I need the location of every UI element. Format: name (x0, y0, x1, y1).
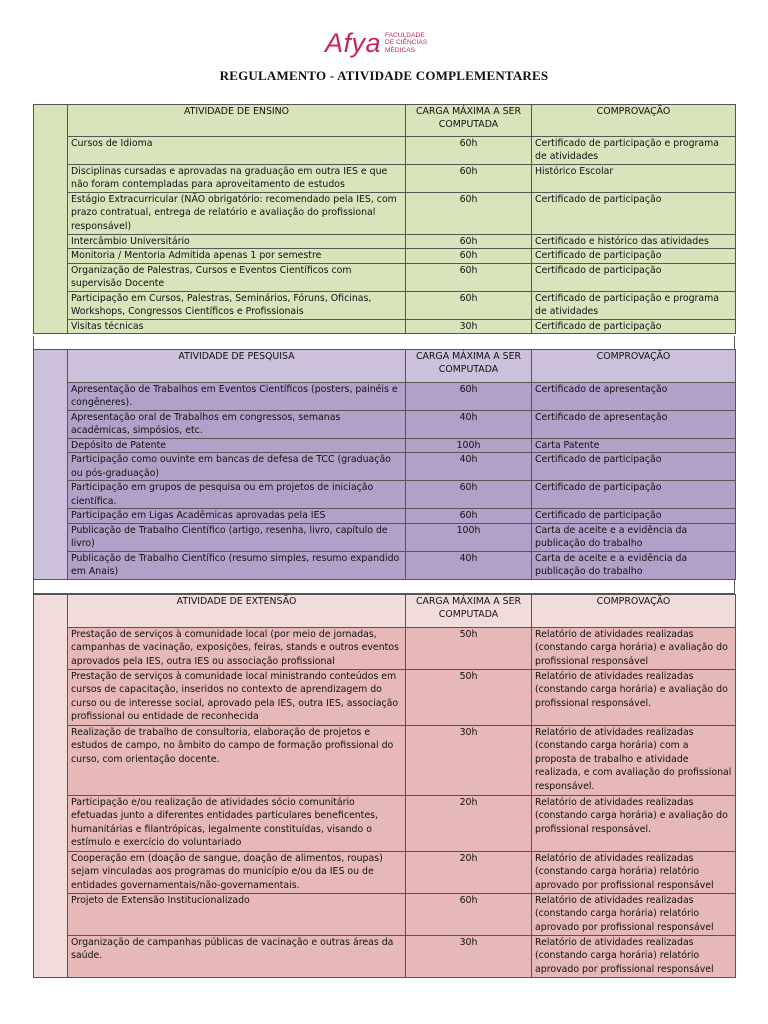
cell-comprovacao: Certificado de participação (532, 509, 736, 523)
cell-atividade: Apresentação de Trabalhos em Eventos Científicos (posters, painéis e congêneres). (68, 383, 406, 411)
table-row (34, 165, 736, 193)
table-row (34, 852, 736, 894)
table-eixo-ensino (33, 104, 736, 334)
cell-carga: 60h (406, 263, 532, 291)
cell-atividade: Prestação de serviços à comunidade local ministrando conteúdos em cursos de capacitação, inseridos no contexto de aprendizagem do curso ou de interesse social, aprovado pela IES, outra IES, associação profissional ou entidade de reconhecida (68, 670, 406, 726)
column-header-carga: CARGA MÁXIMA A SER COMPUTADA (406, 595, 532, 628)
cell-comprovacao: Certificado de participação (532, 249, 736, 263)
cell-carga: 60h (406, 249, 532, 263)
afya-logo (325, 26, 427, 60)
table-row (34, 249, 736, 263)
cell-carga: 50h (406, 628, 532, 670)
cell-carga: 40h (406, 453, 532, 481)
cell-carga: 100h (406, 523, 532, 551)
column-header-comprovacao: COMPROVAÇÃO (532, 105, 736, 137)
cell-atividade: Participação e/ou realização de atividades sócio comunitário efetuadas junto a diferentes entidades particulares beneficentes, humanitárias e filantrópicas, legalmente constituídas, visando o estímulo e exercício do voluntariado (68, 796, 406, 852)
cell-comprovacao: Certificado de participação (532, 453, 736, 481)
column-header-carga: CARGA MÁXIMA A SER COMPUTADA (406, 105, 532, 137)
table-row (34, 726, 736, 796)
cell-atividade: Monitoria / Mentoria Admitida apenas 1 por semestre (68, 249, 406, 263)
cell-atividade: Publicação de Trabalho Científico (artigo, resenha, livro, capítulo de livro) (68, 523, 406, 551)
table-row (34, 551, 736, 579)
logo-wordmark: Afya (325, 27, 382, 58)
table-row (34, 453, 736, 481)
cell-comprovacao: Carta Patente (532, 439, 736, 453)
cell-atividade: Cursos de Idioma (68, 137, 406, 165)
cell-comprovacao: Certificado de participação e programa de atividades (532, 137, 736, 165)
table-row (34, 628, 736, 670)
cell-comprovacao: Certificado de apresentação (532, 383, 736, 411)
table-row (34, 481, 736, 509)
cell-carga: 100h (406, 439, 532, 453)
table-row (34, 291, 736, 319)
cell-carga: 60h (406, 137, 532, 165)
cell-comprovacao: Relatório de atividades realizadas (constando carga horária) e avaliação do profissional responsável (532, 628, 736, 670)
table-row (34, 509, 736, 523)
cell-comprovacao: Relatório de atividades realizadas (constando carga horária) e avaliação do profissional responsável. (532, 670, 736, 726)
cell-atividade: Organização de Palestras, Cursos e Eventos Científicos com supervisão Docente (68, 263, 406, 291)
cell-comprovacao: Carta de aceite e a evidência da publicação do trabalho (532, 551, 736, 579)
cell-atividade: Participação como ouvinte em bancas de defesa de TCC (graduação ou pós-graduação) (68, 453, 406, 481)
table-row (34, 193, 736, 235)
table-row (34, 894, 736, 936)
cell-atividade: Projeto de Extensão Institucionalizado (68, 894, 406, 936)
cell-atividade: Publicação de Trabalho Científico (resumo simples, resumo expandido em Anais) (68, 551, 406, 579)
cell-carga: 60h (406, 509, 532, 523)
cell-atividade: Visitas técnicas (68, 319, 406, 333)
cell-comprovacao: Histórico Escolar (532, 165, 736, 193)
table-row (34, 670, 736, 726)
column-header-carga: CARGA MÁXIMA A SER COMPUTADA (406, 350, 532, 383)
table-row (34, 137, 736, 165)
axis-label-cell (34, 105, 68, 334)
section-separator (33, 336, 735, 350)
cell-carga: 60h (406, 291, 532, 319)
cell-comprovacao: Relatório de atividades realizadas (constando carga horária) relatório aprovado por profissional responsável (532, 894, 736, 936)
cell-carga: 60h (406, 193, 532, 235)
cell-carga: 20h (406, 852, 532, 894)
table-row (34, 936, 736, 978)
cell-comprovacao: Certificado de participação (532, 263, 736, 291)
cell-atividade: Depósito de Patente (68, 439, 406, 453)
cell-atividade: Participação em Cursos, Palestras, Seminários, Fóruns, Oficinas, Workshops, Congressos Científicos e Profissionais (68, 291, 406, 319)
table-row (34, 319, 736, 333)
cell-carga: 30h (406, 319, 532, 333)
cell-atividade: Intercâmbio Universitário (68, 235, 406, 249)
table-row (34, 439, 736, 453)
cell-carga: 60h (406, 894, 532, 936)
cell-atividade: Cooperação em (doação de sangue, doação de alimentos, roupas) sejam vinculadas aos programas do município e/ou da IES ou de entidades governamentais/não-governamentais. (68, 852, 406, 894)
cell-comprovacao: Relatório de atividades realizadas (constando carga horária) e avaliação do profissional responsável. (532, 796, 736, 852)
cell-carga: 20h (406, 796, 532, 852)
table-eixo-pesquisa (33, 349, 736, 580)
column-header-atividade: ATIVIDADE DE EXTENSÃO (68, 595, 406, 628)
cell-atividade: Prestação de serviços à comunidade local (por meio de jornadas, campanhas de vacinação, exposições, feiras, stands e outros eventos aprovados pela IES, outra IES ou associação profissional (68, 628, 406, 670)
column-header-comprovacao: COMPROVAÇÃO (532, 350, 736, 383)
table-eixo-extensao (33, 594, 736, 978)
cell-atividade: Disciplinas cursadas e aprovadas na graduação em outra IES e que não foram contempladas para aproveitamento de estudos (68, 165, 406, 193)
table-row (34, 523, 736, 551)
cell-carga: 40h (406, 551, 532, 579)
cell-atividade: Organização de campanhas públicas de vacinação e outras áreas da saúde. (68, 936, 406, 978)
column-header-comprovacao: COMPROVAÇÃO (532, 595, 736, 628)
cell-atividade: Participação em Ligas Acadêmicas aprovadas pela IES (68, 509, 406, 523)
axis-label-cell (34, 350, 68, 580)
table-row (34, 263, 736, 291)
cell-carga: 60h (406, 481, 532, 509)
cell-atividade: Estágio Extracurricular (NÃO obrigatório: recomendado pela IES, com prazo contratual, entrega de relatório e avaliação do profissional responsável) (68, 193, 406, 235)
logo-subtitle: FACULDADE DE CIÊNCIAS MÉDICAS (385, 31, 428, 54)
cell-atividade: Apresentação oral de Trabalhos em congressos, semanas acadêmicas, simpósios, etc. (68, 411, 406, 439)
document-title: REGULAMENTO - ATIVIDADE COMPLEMENTARES (219, 68, 549, 83)
cell-carga: 30h (406, 726, 532, 796)
cell-comprovacao: Certificado de participação (532, 319, 736, 333)
cell-carga: 60h (406, 165, 532, 193)
cell-comprovacao: Certificado e histórico das atividades (532, 235, 736, 249)
cell-comprovacao: Certificado de participação (532, 193, 736, 235)
cell-carga: 40h (406, 411, 532, 439)
column-header-atividade: ATIVIDADE DE ENSINO (68, 105, 406, 137)
table-row (34, 796, 736, 852)
cell-comprovacao: Carta de aceite e a evidência da publicação do trabalho (532, 523, 736, 551)
cell-carga: 60h (406, 235, 532, 249)
cell-comprovacao: Certificado de apresentação (532, 411, 736, 439)
cell-carga: 60h (406, 383, 532, 411)
cell-comprovacao: Certificado de participação e programa de atividades (532, 291, 736, 319)
table-row (34, 383, 736, 411)
section-separator (33, 580, 735, 594)
cell-carga: 50h (406, 670, 532, 726)
cell-atividade: Participação em grupos de pesquisa ou em projetos de iniciação científica. (68, 481, 406, 509)
axis-label-cell (34, 595, 68, 978)
cell-comprovacao: Certificado de participação (532, 481, 736, 509)
table-row (34, 235, 736, 249)
column-header-atividade: ATIVIDADE DE PESQUISA (68, 350, 406, 383)
cell-comprovacao: Relatório de atividades realizadas (constando carga horária) com a proposta de trabalho e atividade realizada, e com avaliação do profissional responsável. (532, 726, 736, 796)
cell-comprovacao: Relatório de atividades realizadas (constando carga horária) relatório aprovado por profissional responsável (532, 852, 736, 894)
cell-atividade: Realização de trabalho de consultoria, elaboração de projetos e estudos de campo, no âmbito do campo de formação profissional do curso, com orientação docente. (68, 726, 406, 796)
table-row (34, 411, 736, 439)
cell-carga: 30h (406, 936, 532, 978)
cell-comprovacao: Relatório de atividades realizadas (constando carga horária) relatório aprovado por profissional responsável (532, 936, 736, 978)
